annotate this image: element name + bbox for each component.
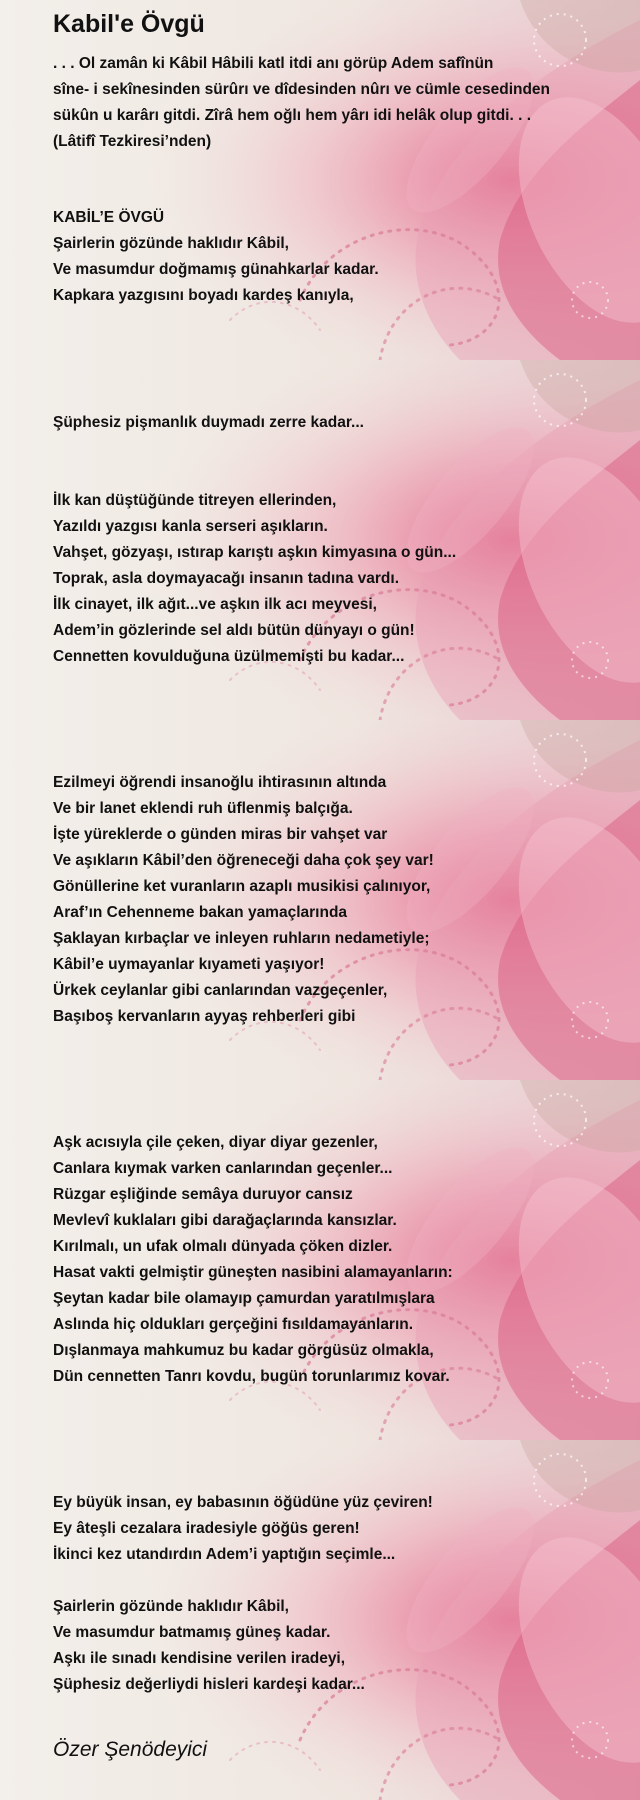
poem-line: Ey büyük insan, ey babasının öğüdüne yüz çeviren! [53,1494,433,1511]
poem-line: Hasat vakti gelmiştir güneşten nasibini alamayanların: [53,1264,453,1281]
poem-line: Adem’in gözlerinde sel aldı bütün dünyayı o gün! [53,622,415,639]
poem-line: Dün cennetten Tanrı kovdu, bugün torunlarımız kovar. [53,1368,450,1385]
poem-line: (Lâtifî Tezkiresi’nden) [53,133,212,150]
poem-line: KABİL’E ÖVGÜ [53,209,165,226]
poem-line: Araf’ın Cehenneme bakan yamaçlarında [53,904,348,921]
poem-line: Aşkı ile sınadı kendisine verilen iradeyi, [53,1650,346,1667]
poem-line: Aşk acısıyla çile çeken, diyar diyar gezenler, [53,1134,378,1151]
poem-line: Yazıldı yazgısı kanla serseri aşıkların. [53,518,328,535]
poem-line: Cennetten kovulduğuna üzülmemişti bu kadar... [53,648,405,665]
poem-line: Şairlerin gözünde haklıdır Kâbil, [53,1598,289,1615]
poem-line: Ve bir lanet eklendi ruh üflenmiş balçığa. [53,800,353,817]
poem-line: İlk kan düştüğünde titreyen ellerinden, [53,492,337,509]
poem-line: Ürkek ceylanlar gibi canlarından vazgeçenler, [53,982,388,999]
poem-line: Şüphesiz pişmanlık duymadı zerre kadar... [53,414,364,431]
poem-line: Başıboş kervanların ayyaş rehberleri gibi [53,1008,356,1025]
poem-line: Kırılmalı, un ufak olmalı dünyada çöken dizler. [53,1238,393,1255]
poem-line: sîne- i sekînesinden sürûrı ve dîdesinden nûrı ve cümle cesedinden [53,81,551,98]
poem-line: Aslında hiç oldukları gerçeğini fısıldamayanların. [53,1316,414,1333]
poem-line: İşte yüreklerde o günden miras bir vahşet var [53,826,388,843]
poem-line: Canlara kıymak varken canlarından geçenler... [53,1160,393,1177]
poem-line: Mevlevî kuklaları gibi darağaçlarında kansızlar. [53,1212,397,1229]
poem-line: Vahşet, gözyaşı, ıstırap karıştı aşkın kimyasına o gün... [53,544,457,561]
poem-author: Özer Şenödeyici [53,1738,208,1761]
poem-line: İkinci kez utandırdın Adem’i yaptığın seçimle... [53,1546,396,1563]
poem-line: Ve masumdur batmamış güneş kadar. [53,1624,331,1641]
poem-line: Ve masumdur doğmamış günahkarlar kadar. [53,261,379,278]
poem-line: Şaklayan kırbaçlar ve inleyen ruhların nedametiyle; [53,930,430,947]
poem-line: sükûn u karârı gitdi. Zîrâ hem oğlı hem yârı idi helâk olup gitdi. . . [53,107,532,124]
poem-title: Kabil'e Övgü [53,10,205,38]
poem-line: Şüphesiz değerliydi hisleri kardeşi kadar... [53,1676,365,1693]
poem-line: Ve aşıkların Kâbil’den öğreneceği daha çok şey var! [53,852,434,869]
poem-line: Gönüllerine ket vuranların azaplı musikisi çalınıyor, [53,878,431,895]
poem-line: Şeytan kadar bile olamayıp çamurdan yaratılmışlara [53,1290,435,1307]
poem-line: İlk cinayet, ilk ağıt...ve aşkın ilk acı meyvesi, [53,596,377,613]
poem-line: Şairlerin gözünde haklıdır Kâbil, [53,235,289,252]
poem-line: Dışlanmaya mahkumuz bu kadar görgüsüz olmakla, [53,1342,434,1359]
poem-line: Toprak, asla doymayacağı insanın tadına vardı. [53,570,400,587]
poem-line: Ey âteşli cezalara iradesiyle göğüs geren! [53,1520,360,1537]
poem-line: Ezilmeyi öğrendi insanoğlu ihtirasının altında [53,774,387,791]
poem-line: Kapkara yazgısını boyadı kardeş kanıyla, [53,287,354,304]
poem-line: Kâbil’e uymayanlar kıyameti yaşıyor! [53,956,325,973]
poem-line: . . . Ol zamân ki Kâbil Hâbili katl itdi anı görüp Adem safînün [53,55,494,72]
poem-line: Rüzgar eşliğinde semâya duruyor cansız [53,1186,353,1203]
